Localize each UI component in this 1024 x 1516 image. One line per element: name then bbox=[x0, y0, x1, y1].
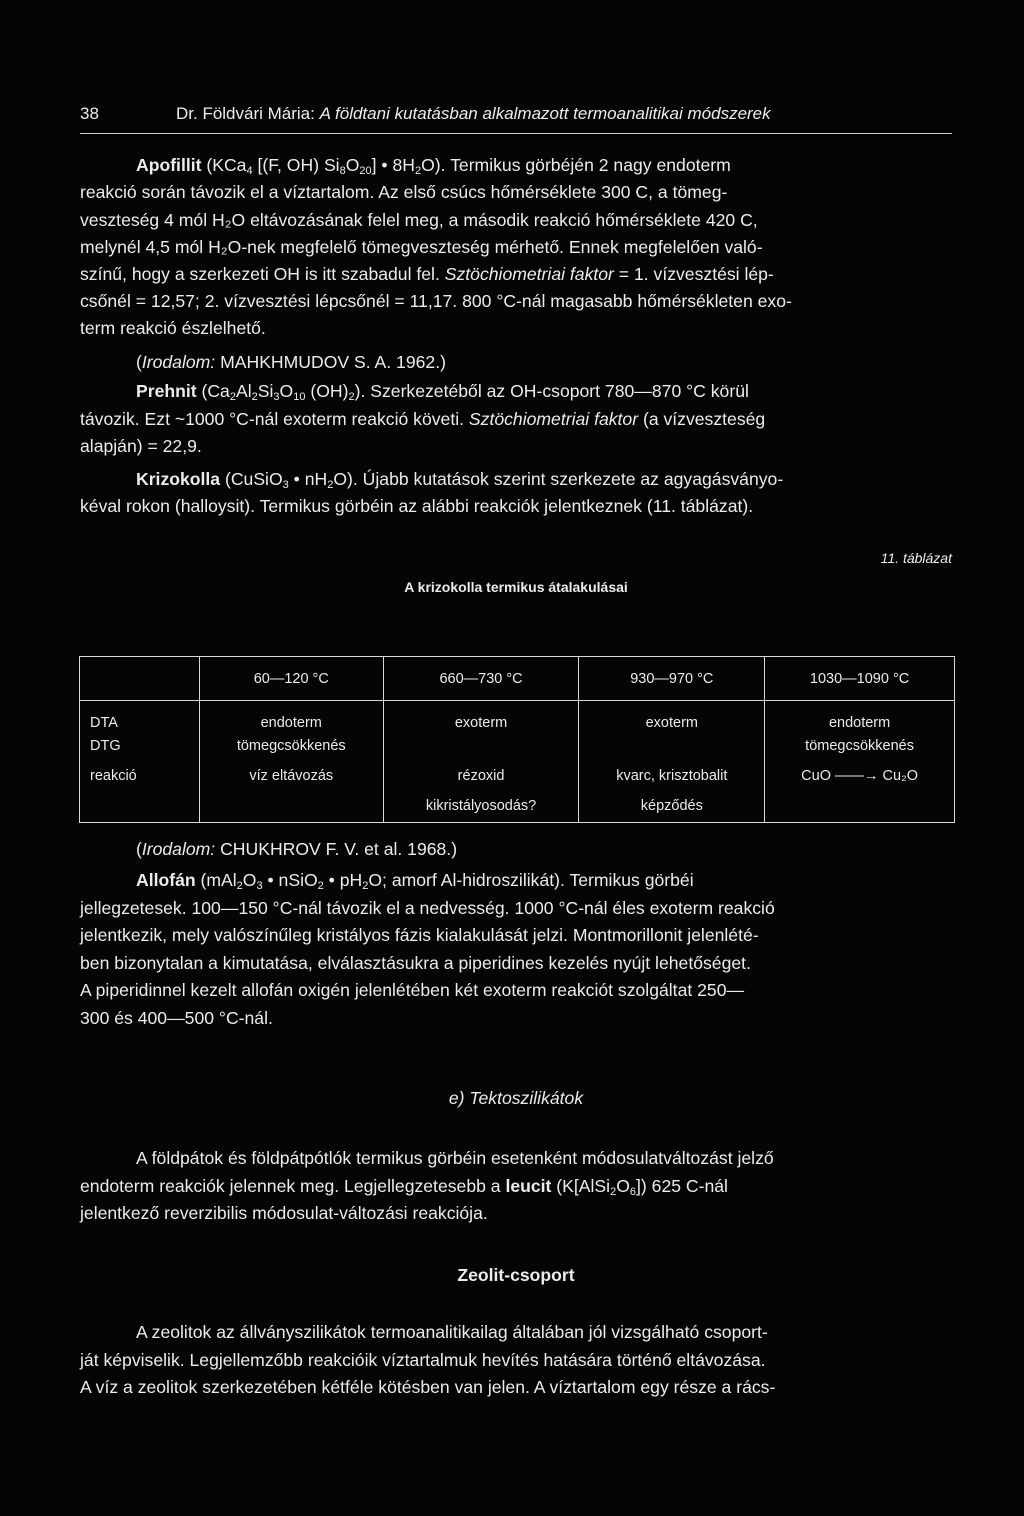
allofan-line-5: A piperidinnel kezelt allofán oxigén jelenlétében két exoterm reakciót szolgáltat 250— bbox=[80, 980, 745, 1000]
table-cell: CuO ——→ Cu₂O bbox=[765, 761, 955, 790]
table-cell: DTG bbox=[80, 731, 200, 761]
apofillit-line-5: színű, hogy a szerkezeti OH is itt szabadul fel. Sztöchiometriai faktor = 1. vízvesztési lép- bbox=[80, 264, 774, 284]
table-caption: A krizokolla termikus átalakulásai bbox=[404, 579, 628, 595]
apofillit-line-7: term reakció észlelhető. bbox=[80, 318, 266, 338]
table-cell: kikristályosodás? bbox=[383, 790, 579, 822]
mineral-name: Prehnit bbox=[136, 381, 197, 401]
table-cell: kvarc, krisztobalit bbox=[579, 761, 765, 790]
allofan-line-1: Allofán ($mAl_2O_3$ • nSiO$_2$ • $pH_2O$; amorf Al-hidroszilikát). Termikus görbéi bbox=[136, 870, 694, 892]
table-cell: exoterm bbox=[579, 701, 765, 732]
table-header-cell: 930—970 °C bbox=[579, 657, 765, 701]
zeolit-line-2: ját képviselik. Legjellemzőbb reakcióik víztartalmuk hevítés hatására történő eltávozása. bbox=[80, 1350, 766, 1370]
table-cell: tömegcsökkenés bbox=[199, 731, 383, 761]
apofillit-line-4: melynél 4,5 mól H₂O-nek megfelelő tömegveszteség mérhető. Ennek megfelelően való- bbox=[80, 237, 763, 257]
header-rule bbox=[80, 133, 952, 134]
mineral-name: Krizokolla bbox=[136, 469, 221, 489]
table-header-row bbox=[80, 657, 955, 701]
tekto-line-1: A földpátok és földpátpótlók termikus görbéin esetenként módosulatváltozást jelző bbox=[136, 1148, 774, 1168]
table-header-cell: 60—120 °C bbox=[199, 657, 383, 701]
mineral-name: Allofán bbox=[136, 870, 196, 890]
section-heading: e) Tektoszilikátok bbox=[448, 1088, 584, 1108]
prehnit-line-3: alapján) = 22,9. bbox=[80, 436, 202, 456]
reference-1: (Irodalom: MAHKHMUDOV S. A. 1962.) bbox=[136, 352, 446, 372]
table-row bbox=[80, 790, 955, 822]
table-cell: endoterm bbox=[199, 701, 383, 732]
prehnit-line-1: Prehnit ($Ca_2Al_2Si_3O_{10}$ $(OH)_2$). Szerkezetéből az OH-csoport 780—870 °C körül bbox=[136, 381, 749, 403]
mineral-name: Apofillit bbox=[136, 155, 202, 175]
allofan-line-2: jellegzetesek. 100—150 °C-nál távozik el a nedvesség. 1000 °C-nál éles exoterm reakció bbox=[80, 898, 775, 918]
apofillit-line-6: csőnél = 12,57; 2. vízvesztési lépcsőnél = 11,17. 800 °C-nál magasabb hőmérsékleten exo- bbox=[80, 291, 792, 311]
table-cell bbox=[579, 731, 765, 761]
thermal-table bbox=[79, 656, 955, 823]
apofillit-line-1: Apofillit (KCa$_4$ [(F, OH) $Si_8O_{20}$] • $8H_2O$). Termikus görbéjén 2 nagy endoterm bbox=[136, 155, 731, 177]
table-cell: rézoxid bbox=[383, 761, 579, 790]
page-number: 38 bbox=[80, 104, 99, 123]
table-row bbox=[80, 701, 955, 732]
table-cell bbox=[765, 790, 955, 822]
tekto-line-3: jelentkező reverzibilis módosulat-változási reakciója. bbox=[80, 1203, 488, 1223]
table-cell: víz eltávozás bbox=[199, 761, 383, 790]
table-label: 11. táblázat bbox=[880, 550, 952, 566]
zeolit-line-1: A zeolitok az állványszilikátok termoanalitikailag általában jól vizsgálható csoport- bbox=[136, 1322, 768, 1342]
table-cell: endoterm bbox=[765, 701, 955, 732]
krizokolla-line-2: kéval rokon (halloysit). Termikus görbéin az alábbi reakciók jelentkeznek (11. táblázat). bbox=[80, 496, 754, 516]
table-cell: exoterm bbox=[383, 701, 579, 732]
table-cell: képződés bbox=[579, 790, 765, 822]
table-cell bbox=[383, 731, 579, 761]
table-header-cell: 660—730 °C bbox=[383, 657, 579, 701]
table-cell: DTA bbox=[80, 701, 200, 732]
table-header-cell bbox=[80, 657, 200, 701]
subsection-heading: Zeolit-csoport bbox=[457, 1265, 575, 1285]
table-row bbox=[80, 761, 955, 790]
reference-2: (Irodalom: CHUKHROV F. V. et al. 1968.) bbox=[136, 839, 458, 859]
krizokolla-line-1: Krizokolla (CuSiO$_3$ • $nH_2O$). Újabb kutatások szerint szerkezete az agyagásványo- bbox=[136, 469, 784, 491]
apofillit-line-3: veszteség 4 mól H₂O eltávozásának felel meg, a második reakció hőmérséklete 420 C, bbox=[80, 210, 758, 230]
allofan-line-4: ben bizonytalan a kimutatása, elválasztásukra a piperidines kezelés nyújt lehetőséget. bbox=[80, 953, 751, 973]
allofan-line-6: 300 és 400—500 °C-nál. bbox=[80, 1008, 273, 1028]
apofillit-line-2: reakció során távozik el a víztartalom. Az első csúcs hőmérséklete 300 C, a tömeg- bbox=[80, 182, 728, 202]
tekto-line-2: endoterm reakciók jelennek meg. Legjellegzetesebb a leucit $(K[AlSi_2O_6])$ 625 C-nál bbox=[80, 1176, 728, 1198]
table-cell bbox=[80, 790, 200, 822]
table-header-cell: 1030—1090 °C bbox=[765, 657, 955, 701]
zeolit-line-3: A víz a zeolitok szerkezetében kétféle kötésben van jelen. A víztartalom egy része a rács- bbox=[80, 1377, 776, 1397]
prehnit-line-2: távozik. Ezt ~1000 °C-nál exoterm reakció követi. Sztöchiometriai faktor (a vízveszteség bbox=[80, 409, 766, 429]
table-cell bbox=[199, 790, 383, 822]
running-title: Dr. Földvári Mária: A földtani kutatásban alkalmazott termoanalitikai módszerek bbox=[176, 104, 771, 123]
table-cell: reakció bbox=[80, 761, 200, 790]
table-row bbox=[80, 731, 955, 761]
table-cell: tömegcsökkenés bbox=[765, 731, 955, 761]
allofan-line-3: jelentkezik, mely valószínűleg kristályos fázis kialakulását jelzi. Montmorillonit jelenlété- bbox=[80, 925, 759, 945]
